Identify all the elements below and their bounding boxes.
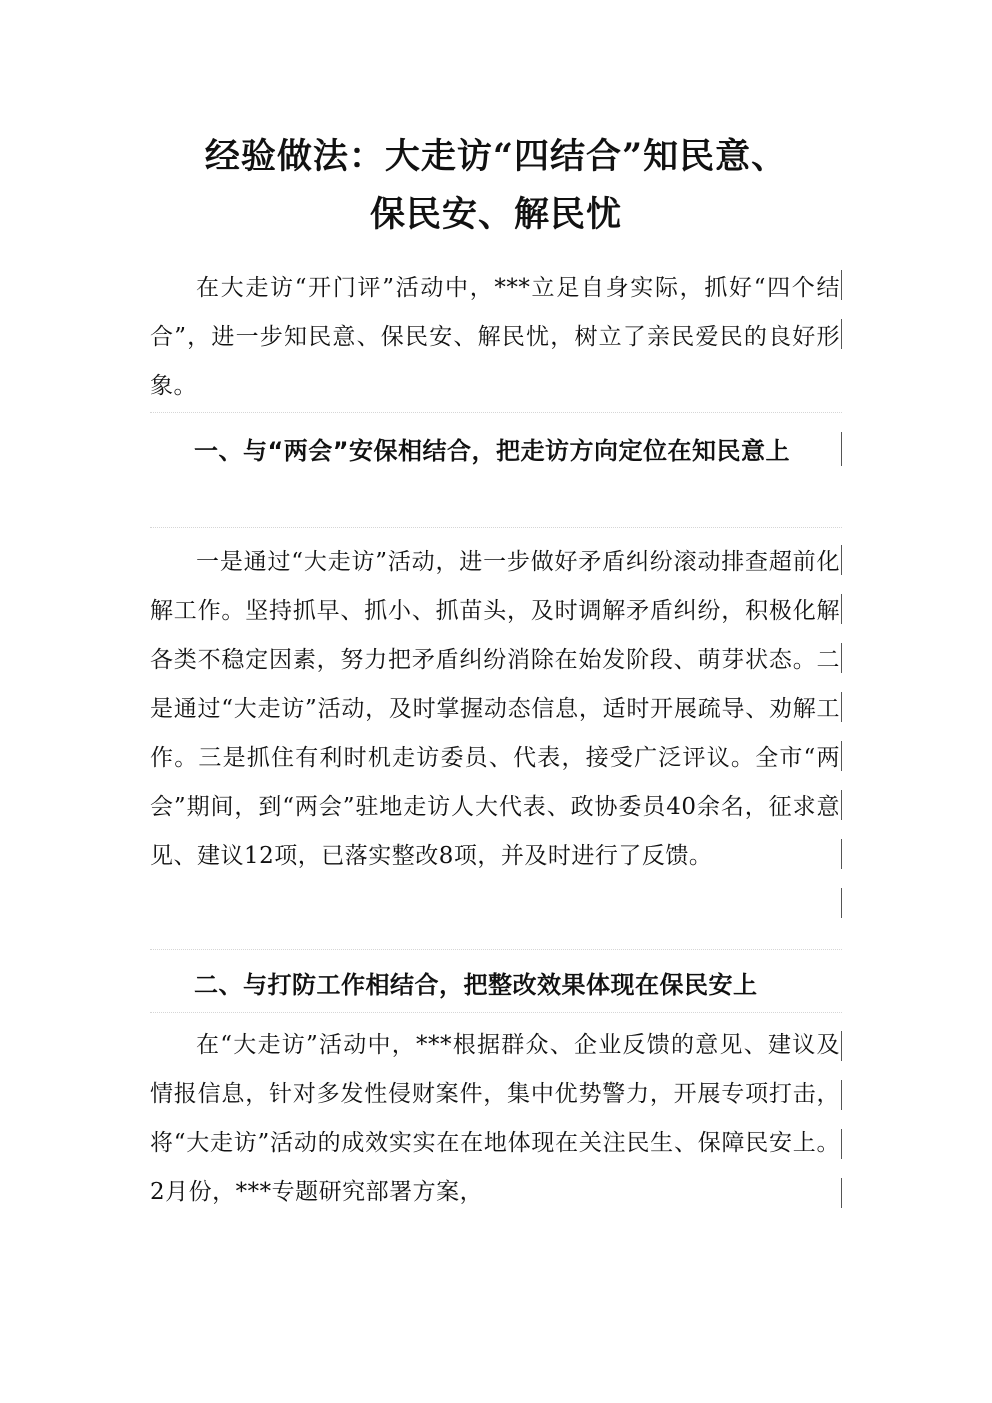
margin-marker [841, 1031, 842, 1061]
title-line-2: 保民安、解民忧 [369, 194, 622, 235]
divider [150, 412, 842, 413]
intro-paragraph: 在大走访“开门评”活动中，***立足自身实际，抓好“四个结合”，进一步知民意、保民安、解民忧，树立了亲民爱民的良好形象。 [150, 275, 840, 399]
divider [150, 527, 842, 528]
margin-marker [841, 888, 842, 918]
title-line-1: 经验做法：大走访“四结合”知民意、 [204, 136, 788, 177]
margin-marker [841, 545, 842, 575]
margin-marker [841, 643, 842, 673]
section-1-body: 一是通过“大走访”活动，进一步做好矛盾纠纷滚动排查超前化解工作。坚持抓早、抓小、抓苗头，及时调解矛盾纠纷，积极化解各类不稳定因素，努力把矛盾纠纷消除在始发阶段、萌芽状态。二是通过“大走访”活动，及时掌握动态信息，适时开展疏导、劝解工作。三是抓住有利时机走访委员、代表，接受广泛评议。全市“两会”期间，到“两会”驻地走访人大代表、政协委员40余名，征求意见、建议12项，已落实整改8项，并及时进行了反馈。 [150, 549, 840, 869]
section-2-heading: 二、与打防工作相结合，把整改效果体现在保民安上 [194, 971, 758, 999]
divider [150, 949, 842, 950]
margin-marker [841, 839, 842, 869]
margin-marker [841, 319, 842, 349]
margin-marker [841, 432, 842, 466]
margin-marker [841, 790, 842, 820]
margin-marker [841, 270, 842, 300]
document-title [150, 128, 842, 244]
divider [150, 1012, 842, 1013]
margin-marker [841, 1178, 842, 1208]
section-2-body: 在“大走访”活动中，***根据群众、企业反馈的意见、建议及情报信息，针对多发性侵财案件，集中优势警力，开展专项打击，将“大走访”活动的成效实实在在地体现在关注民生、保障民安上。2月份，***专题研究部署方案， [150, 1032, 840, 1205]
margin-marker [841, 741, 842, 771]
margin-marker [841, 692, 842, 722]
margin-marker [841, 594, 842, 624]
margin-marker [841, 1080, 842, 1110]
section-1-heading: 一、与“两会”安保相结合，把走访方向定位在知民意上 [194, 437, 791, 465]
margin-marker [841, 1129, 842, 1159]
